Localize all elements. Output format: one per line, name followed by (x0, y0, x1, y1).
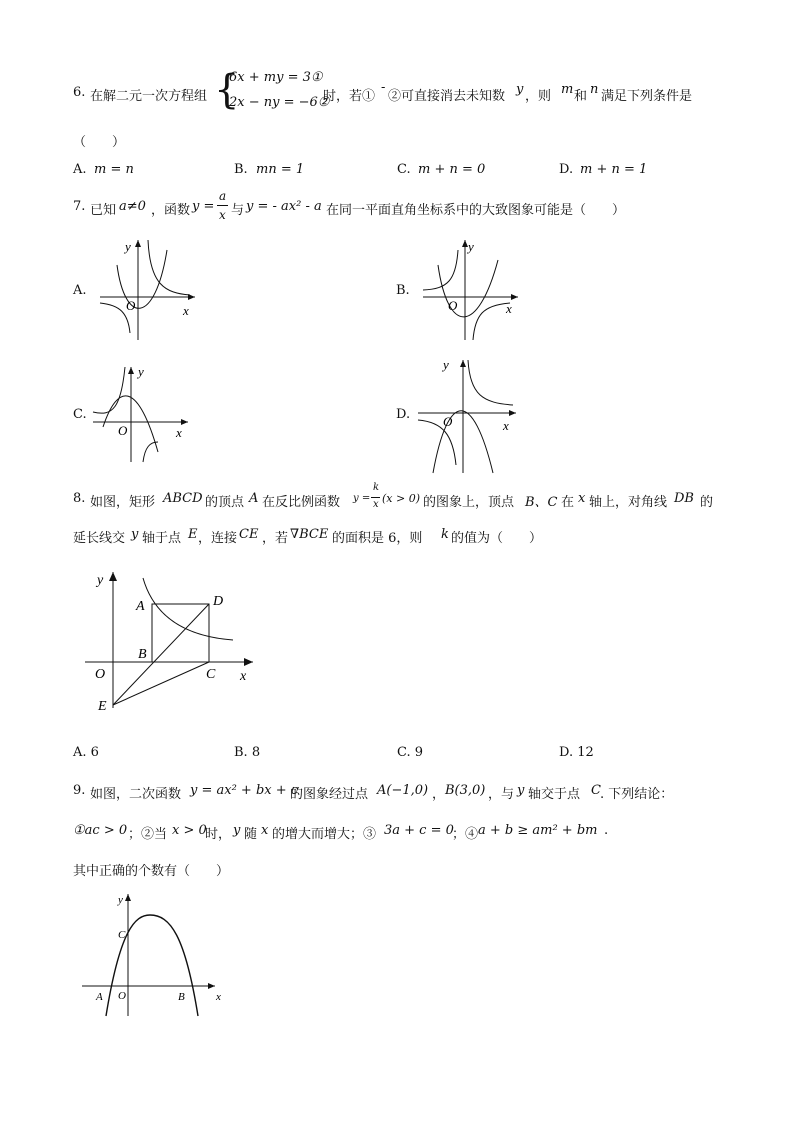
q9-comma: ， (432, 787, 446, 802)
q8-line1-c: 在反比例函数 (262, 495, 341, 510)
q6-option-a: m = n (94, 162, 134, 177)
q7-graph-c (88, 362, 208, 462)
q7-graph-d (418, 355, 538, 475)
q7-graph-a-origin: O (126, 298, 136, 313)
q9-ptA: A(−1,0) (377, 783, 429, 798)
q6-intro: 在解二元一次方程组 (90, 89, 208, 104)
q8-line2-c: ，连接 (198, 531, 238, 546)
q8-fig-C: C (206, 667, 216, 682)
q8-option-a: A. 6 (73, 745, 99, 760)
q8-number: 8. (73, 491, 86, 506)
q6-var-m: m (561, 82, 574, 97)
q7-graph-d-label: D. (396, 407, 411, 422)
q6-option-c-label: C. (397, 162, 411, 177)
q8-line2-b: 轴于点 (142, 531, 182, 546)
q7-graph-c-origin: O (118, 423, 128, 438)
q8-line1-g: 的 (700, 495, 714, 510)
q7-text-b: ，函数 (151, 203, 191, 218)
q6-brace: { (214, 67, 240, 113)
q6-end: 满足下列条件是 (601, 89, 693, 104)
q8-ce: CE (239, 527, 259, 542)
q7-frac-den: x (219, 208, 226, 222)
q9-number: 9. (73, 783, 86, 798)
q7-text-c: 与 (231, 203, 245, 218)
q8-fig-E: E (98, 699, 107, 714)
q8-pk: k (441, 527, 449, 542)
q7-graph-b-origin: O (448, 298, 458, 313)
q9-fig-x: x (216, 991, 221, 1003)
q9-line1-d: 轴交于点 (528, 787, 581, 802)
q8-py: y (131, 527, 139, 542)
q8-option-c: C. 9 (397, 745, 424, 760)
q9-figure (80, 890, 230, 1020)
q9-c2x: x > 0 (172, 823, 207, 838)
q6-option-b-label: B. (234, 162, 248, 177)
q9-fig-y: y (118, 894, 123, 906)
q7-graph-a-label: A. (73, 283, 87, 298)
q9-func: y = ax² + bx + c (190, 783, 299, 798)
q7-func1: y = (192, 199, 215, 214)
q9-c2b: 时， (205, 827, 232, 842)
q8-rect: ABCD (163, 491, 203, 506)
q9-line1-b: 的图象经过点 (290, 787, 369, 802)
q6-eq1: 6x + my = 3① (229, 70, 323, 85)
q8-line1-a: 如图，矩形 (90, 495, 156, 510)
q9-py: y (517, 783, 525, 798)
q7-graph-c-x-label: x (176, 425, 182, 440)
q6-and: 和 (574, 89, 588, 104)
q8-fig-y: y (97, 573, 104, 588)
q6-option-d-label: D. (559, 162, 574, 177)
q6-option-d: m + n = 1 (580, 162, 648, 177)
q9-fig-B: B (178, 991, 185, 1003)
q9-pC: C (591, 783, 601, 798)
q7-graph-a-x-label: x (183, 303, 189, 318)
q9-ptB: B(3,0) (445, 783, 486, 798)
q6-var-n: n (590, 82, 599, 97)
q6-option-c: m + n = 0 (418, 162, 486, 177)
q7-graph-c-y-label: y (138, 364, 144, 379)
q8-line1-b: 的顶点 (205, 495, 245, 510)
q9-line1-a: 如图，二次函数 (90, 787, 182, 802)
q9-c2y: y (233, 823, 241, 838)
q9-c4: a + b ≥ am² + bm (478, 823, 598, 838)
q7-graph-d-x-label: x (503, 418, 509, 433)
q8-fig-D: D (213, 594, 224, 609)
q6-number: 6. (73, 85, 86, 100)
q7-graph-b-x-label: x (506, 301, 512, 316)
q8-fig-x: x (240, 669, 247, 684)
q8-diag: DB (674, 491, 694, 506)
q7-graph-b (418, 235, 538, 345)
q8-pE: E (188, 527, 198, 542)
q9-line1-c: ，与 (488, 787, 515, 802)
q8-domain: (x > 0) (382, 492, 420, 505)
q7-frac-num: a (219, 189, 227, 203)
q8-line2-f: 的值为（ ） (451, 531, 543, 546)
q9-line3: 其中正确的个数有（ ） (73, 864, 230, 879)
q7-frac-bar (217, 205, 228, 206)
q9-c3: 3a + c = 0 (384, 823, 454, 838)
q8-k-num: k (373, 482, 380, 493)
q7-graph-a (95, 235, 205, 345)
q8-k-den: x (373, 499, 379, 510)
q6-tail2: ，则 (525, 89, 552, 104)
q9-c2a: ；②当 (128, 827, 168, 842)
q8-fig-A: A (136, 599, 145, 614)
q7-text-d: 在同一平面直角坐标系中的大致图象可能是（ ） (326, 203, 626, 218)
q6-paren: （ ） (73, 135, 126, 150)
q7-graph-d-y-label: y (443, 357, 449, 372)
q9-c4a: ；④ (452, 827, 479, 842)
q6-eq2: 2x − ny = −6② (229, 95, 330, 110)
q7-graph-d-origin: O (443, 414, 453, 429)
q8-fig-B: B (138, 647, 147, 662)
q9-fig-O: O (118, 990, 126, 1002)
q6-var-y: y (516, 82, 524, 97)
q6-option-b: mn = 1 (256, 162, 305, 177)
q8-fig-O: O (95, 667, 106, 682)
q9-c2e: 的增大而增大；③ (272, 827, 377, 842)
q9-c2c: 随 (244, 827, 258, 842)
q8-pA: A (249, 491, 259, 506)
q9-line1-e: . 下列结论： (600, 787, 674, 802)
q7-graph-b-label: B. (396, 283, 410, 298)
q7-text-a: 已知 (90, 203, 117, 218)
q8-line1-f: 轴上，对角线 (589, 495, 668, 510)
q7-func2: y = - ax² - a (246, 199, 322, 214)
q7-number: 7. (73, 199, 86, 214)
q7-cond: a≠0 (119, 199, 146, 214)
q6-tail: ②可直接消去未知数 (388, 89, 506, 104)
q8-option-d: D. 12 (559, 745, 594, 760)
q8-func: y = (353, 493, 371, 504)
q8-line2-a: 延长线交 (73, 531, 126, 546)
q8-pBC: B、C (525, 495, 558, 510)
q8-line2-e: 的面积是 6，则 (332, 531, 423, 546)
q9-fig-C: C (118, 929, 126, 941)
q8-tri: ∇BCE (290, 527, 329, 542)
q9-fig-A: A (96, 991, 103, 1003)
q6-mid: 时，若① (323, 89, 376, 104)
q8-frac-bar (371, 497, 380, 498)
q8-line2-d: ，若 (262, 531, 289, 546)
q8-px: x (578, 491, 586, 506)
q6-minus: - (381, 80, 386, 95)
q7-graph-b-y-label: y (468, 239, 474, 254)
q9-c1: ①ac > 0 (73, 823, 128, 838)
q7-graph-c-label: C. (73, 407, 87, 422)
q8-line1-e: 在 (561, 495, 575, 510)
q7-graph-a-y-label: y (125, 239, 131, 254)
q6-option-a-label: A. (73, 162, 87, 177)
q9-c4b: . (604, 823, 609, 838)
q8-option-b: B. 8 (234, 745, 261, 760)
q8-line1-d: 的图象上，顶点 (423, 495, 515, 510)
q9-c2d: x (261, 823, 269, 838)
q8-figure (85, 568, 265, 718)
